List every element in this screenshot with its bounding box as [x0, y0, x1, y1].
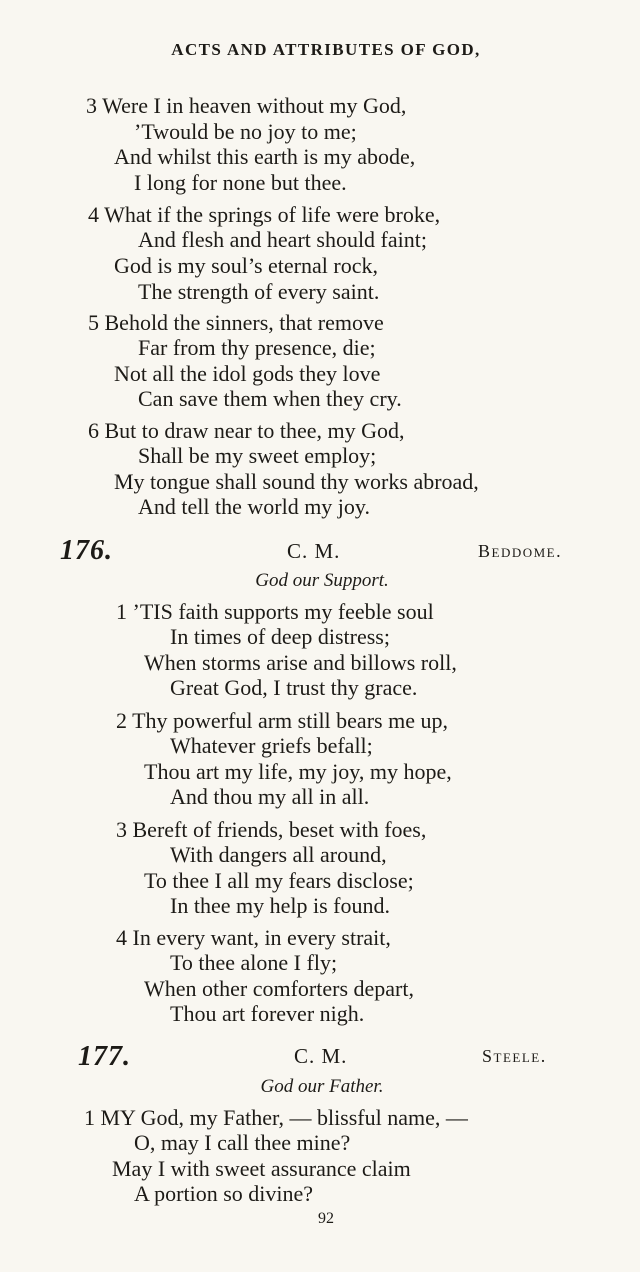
verse-line: God is my soul’s eternal rock, [114, 253, 378, 278]
verse-line: Can save them when they cry. [138, 386, 402, 411]
page-number: 92 [318, 1210, 334, 1227]
verse-line: 4 What if the springs of life were broke, [88, 202, 441, 227]
verse-line: Shall be my sweet employ; [138, 443, 377, 468]
verse-line: 3 Bereft of friends, beset with foes, [116, 817, 427, 842]
hymn-meter: C. M. [294, 1044, 348, 1068]
hymn-title: God our Father. [260, 1076, 384, 1097]
verse-line: And whilst this earth is my abode, [114, 144, 416, 169]
verse-line: To thee alone I fly; [170, 950, 338, 975]
verse-line: 1 MY God, my Father, — blissful name, — [84, 1105, 468, 1130]
hymn-author: Steele. [482, 1046, 547, 1066]
hymn-title: God our Support. [255, 570, 389, 591]
verse-line: In times of deep distress; [170, 624, 390, 649]
verse-line: Thou art forever nigh. [170, 1001, 365, 1026]
verse-line: Whatever griefs befall; [170, 733, 373, 758]
verse-line: 3 Were I in heaven without my God, [86, 93, 407, 118]
verse-line: 2 Thy powerful arm still bears me up, [116, 708, 448, 733]
hymn-author: Beddome. [478, 541, 563, 561]
verse-line: The strength of every saint. [138, 279, 380, 304]
verse-line: 4 In every want, in every strait, [116, 925, 391, 950]
verse-line: My tongue shall sound thy works abroad, [114, 469, 479, 494]
verse-line: A portion so divine? [134, 1181, 314, 1206]
verse-line: And flesh and heart should faint; [138, 227, 427, 252]
verse-line: In thee my help is found. [170, 893, 390, 918]
verse-line: May I with sweet assurance claim [112, 1156, 411, 1181]
verse-line: With dangers all around, [170, 842, 387, 867]
verse-line: And thou my all in all. [170, 784, 370, 809]
verse-line: 1 ’TIS faith supports my feeble soul [116, 599, 434, 624]
verse-line: When storms arise and billows roll, [144, 650, 457, 675]
verse-line: I long for none but thee. [134, 170, 347, 195]
verse-line: Far from thy presence, die; [138, 335, 376, 360]
hymn-number: 177. [78, 1041, 131, 1072]
verse-line: 5 Behold the sinners, that remove [88, 310, 384, 335]
running-head: ACTS AND ATTRIBUTES OF GOD, [171, 40, 481, 59]
verse-line: And tell the world my joy. [138, 494, 370, 519]
verse-line: ’Twould be no joy to me; [134, 119, 357, 144]
verse-line: To thee I all my fears disclose; [144, 868, 414, 893]
verse-line: O, may I call thee mine? [134, 1130, 351, 1155]
hymn-number: 176. [60, 535, 113, 566]
verse-line: Not all the idol gods they love [114, 361, 381, 386]
verse-line: 6 But to draw near to thee, my God, [88, 418, 405, 443]
hymn-meter: C. M. [287, 539, 341, 563]
verse-line: Great God, I trust thy grace. [170, 675, 418, 700]
verse-line: When other comforters depart, [144, 976, 414, 1001]
verse-line: Thou art my life, my joy, my hope, [144, 759, 452, 784]
